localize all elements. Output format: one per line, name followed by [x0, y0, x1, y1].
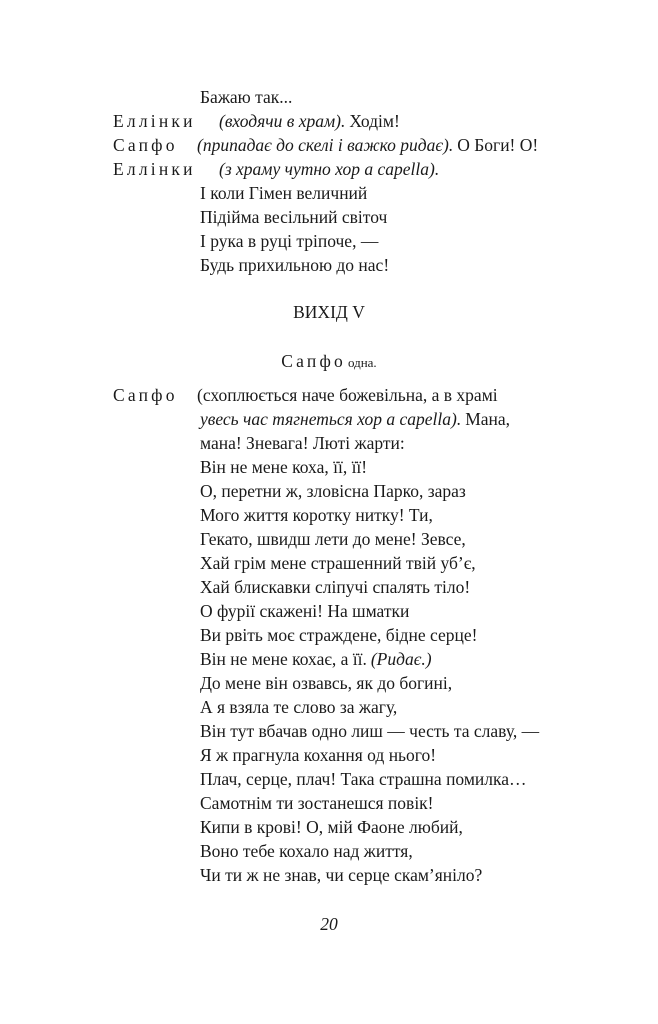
verse-text: Гекато, швидш лети до мене! Зевсе, — [200, 529, 466, 549]
stage-direction: (схоплюється наче божевільна, а в храмі — [197, 385, 498, 405]
stage-direction: (Ридає.) — [370, 649, 432, 669]
verse-text: Він не мене кохає, а її. — [200, 649, 367, 669]
speaker-name: Еллінки — [113, 111, 196, 131]
verse-text: О, перетни ж, зловісна Парко, зараз — [200, 481, 466, 501]
speaker-name: Сапфо — [281, 351, 346, 371]
speaker-name: Сапфо — [113, 385, 178, 405]
verse-text: Мана, — [465, 409, 511, 429]
stage-direction: увесь час тягнеться хор a capella). — [200, 409, 462, 429]
scene-title: ВИХІД V — [293, 302, 365, 322]
verse-text: І рука в руці тріпоче, — — [200, 231, 379, 251]
verse-text: Хай грім мене страшенний твій уб’є, — [200, 553, 476, 573]
verse-text: Хай блискавки сліпучі спалять тіло! — [200, 577, 471, 597]
verse-text: Бажаю так... — [200, 87, 293, 107]
verse-text: Самотнім ти зостанешся повік! — [200, 793, 434, 813]
verse-text: Підійма весільний світоч — [200, 207, 388, 227]
speaker-name: Сапфо — [113, 135, 178, 155]
verse-text: Я ж прагнула кохання од нього! — [200, 745, 437, 765]
verse-text: Плач, серце, плач! Така страшна помилка… — [200, 769, 527, 789]
dialogue-content — [197, 133, 538, 157]
verse-text: А я взяла те слово за жагу, — [200, 697, 398, 717]
dialogue-content — [219, 109, 400, 133]
dialogue-content — [200, 647, 432, 671]
verse-text: Ви рвіть моє страждене, бідне серце! — [200, 625, 478, 645]
verse-text: Кипи в крові! О, мій Фаоне любий, — [200, 817, 463, 837]
verse-text: До мене він озвавсь, як до богині, — [200, 673, 453, 693]
verse-text: мана! Зневага! Люті жарти: — [200, 433, 405, 453]
verse-text: Він не мене коха, її, її! — [200, 457, 368, 477]
verse-text: Мого життя коротку нитку! Ти, — [200, 505, 433, 525]
speaker-name: Еллінки — [113, 159, 196, 179]
stage-direction: (з храму чутно хор a capella). — [219, 159, 440, 179]
page-number: 20 — [320, 914, 338, 934]
verse-text: О фурії скажені! На шматки — [200, 601, 410, 621]
verse-text: Будь прихильною до нас! — [200, 255, 390, 275]
stage-direction: (припадає до скелі і важко ридає). — [197, 135, 454, 155]
verse-text: Чи ти ж не знав, чи серце скам’яніло? — [200, 865, 483, 885]
dialogue-content — [200, 407, 510, 431]
verse-text: Ходім! — [349, 111, 400, 131]
verse-text: Він тут вбачав одно лиш — честь та славу, — — [200, 721, 540, 741]
scene-cast-content — [0, 349, 658, 375]
verse-text: О Боги! О! — [457, 135, 539, 155]
verse-text: Воно тебе кохало над життя, — [200, 841, 413, 861]
stage-direction: (входячи в храм). — [219, 111, 346, 131]
cast-note: одна. — [347, 355, 377, 370]
dialogue-content — [219, 157, 439, 181]
verse-text: І коли Гімен величний — [200, 183, 368, 203]
